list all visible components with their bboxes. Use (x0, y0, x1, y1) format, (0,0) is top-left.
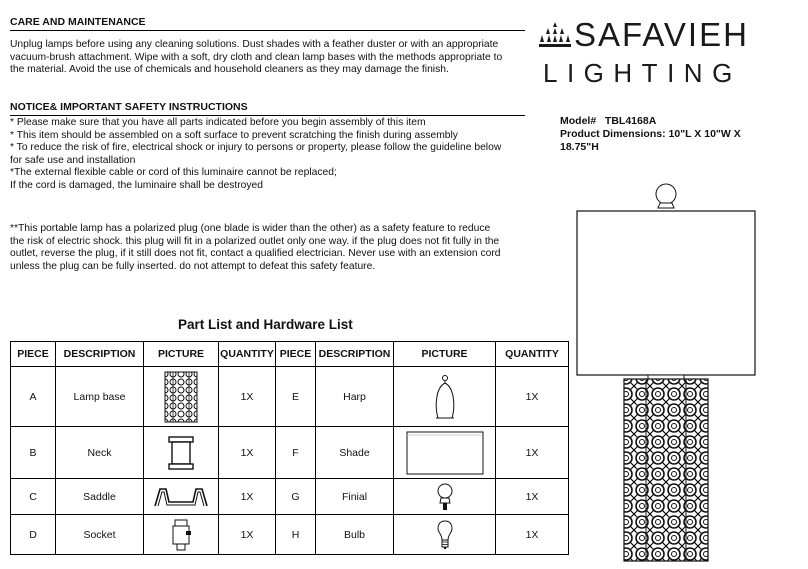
piece-cell: G (276, 479, 316, 515)
logo-brand: SAFAVIEH (574, 16, 749, 53)
header-description: DESCRIPTION (56, 342, 144, 367)
description-cell: Lamp base (56, 367, 144, 427)
notice-line: for safe use and installation (10, 154, 136, 166)
notice-rule (10, 115, 525, 116)
header-quantity: QUANTITY (219, 342, 276, 367)
parts-table-header (11, 342, 569, 367)
table-row (11, 427, 569, 479)
notice-line: If the cord is damaged, the luminaire shall be destroyed (10, 179, 263, 191)
polarized-line: unless the plug can be fully inserted. do not attempt to defeat this safety feature. (10, 260, 376, 272)
notice-line: * This item should be assembled on a soft surface to prevent scratching the finish during assembly (10, 129, 458, 141)
notice-title: NOTICE& IMPORTANT SAFETY INSTRUCTIONS (10, 101, 248, 113)
piece-cell: H (276, 515, 316, 555)
polarized-text (10, 223, 501, 273)
care-text (10, 39, 502, 77)
piece-cell: F (276, 427, 316, 479)
care-title: CARE AND MAINTENANCE (10, 16, 146, 28)
description-cell: Bulb (316, 515, 394, 555)
picture-cell (394, 367, 496, 427)
shade-icon (406, 431, 484, 475)
logo-sub: LIGHTING (543, 58, 742, 88)
description-cell: Socket (56, 515, 144, 555)
dimensions-line-1: Product Dimensions: 10"L X 10"W X (560, 128, 741, 140)
model-number: Model# TBL4168A (560, 115, 657, 127)
header-piece: PIECE (11, 342, 56, 367)
quantity-cell: 1X (219, 515, 276, 555)
table-row (11, 515, 569, 555)
quantity-cell: 1X (219, 367, 276, 427)
bulb-icon (435, 519, 455, 551)
quantity-cell: 1X (496, 515, 569, 555)
neck-icon (166, 435, 196, 471)
parts-table (10, 341, 569, 555)
saddle-icon (152, 484, 210, 510)
finial-icon (435, 482, 455, 512)
description-cell: Shade (316, 427, 394, 479)
safavieh-logo-icon (538, 22, 572, 52)
piece-cell: E (276, 367, 316, 427)
description-cell: Finial (316, 479, 394, 515)
quantity-cell: 1X (219, 479, 276, 515)
piece-cell: A (11, 367, 56, 427)
piece-cell: D (11, 515, 56, 555)
header-description: DESCRIPTION (316, 342, 394, 367)
picture-cell (394, 479, 496, 515)
care-rule (10, 30, 525, 31)
piece-cell: C (11, 479, 56, 515)
description-cell: Harp (316, 367, 394, 427)
harp-icon (433, 374, 457, 420)
socket-icon (170, 518, 192, 552)
table-row (11, 479, 569, 515)
care-line: the material. Avoid the use of chemicals and household cleaners as they may damage the finish. (10, 64, 449, 76)
header-quantity: QUANTITY (496, 342, 569, 367)
picture-cell (144, 427, 219, 479)
piece-cell: B (11, 427, 56, 479)
notice-text (10, 117, 501, 193)
quantity-cell: 1X (219, 427, 276, 479)
dimensions-line-2: 18.75"H (560, 141, 599, 153)
quantity-cell: 1X (496, 427, 569, 479)
description-cell: Saddle (56, 479, 144, 515)
quantity-cell: 1X (496, 479, 569, 515)
picture-cell (144, 515, 219, 555)
notice-line: * To reduce the risk of fire, electrical shock or injury to persons or property, please follow the guideline below (10, 142, 502, 154)
table-row (11, 367, 569, 427)
header-picture: PICTURE (144, 342, 219, 367)
picture-cell (394, 427, 496, 479)
care-line: vacuum-brush attachment. Wipe with a soft, dry cloth and clean lamp bases with the methods appropriate to (10, 51, 503, 63)
polarized-line: the risk of electric shock. this plug will fit in a polarized outlet only one way. if the plug does not fit fully in the (10, 235, 500, 247)
picture-cell (394, 515, 496, 555)
notice-line: * Please make sure that you have all parts indicated before you begin assembly of this item (10, 117, 426, 128)
quantity-cell: 1X (496, 367, 569, 427)
header-piece: PIECE (276, 342, 316, 367)
product-info (560, 115, 741, 154)
picture-cell (144, 367, 219, 427)
lamp-drawing-icon (570, 178, 780, 563)
header-picture: PICTURE (394, 342, 496, 367)
polarized-line: **This portable lamp has a polarized plug (one blade is wider than the other) as a safety feature to reduce (10, 223, 491, 234)
description-cell: Neck (56, 427, 144, 479)
lamp-base-icon (161, 370, 201, 424)
picture-cell (144, 479, 219, 515)
parts-list-title: Part List and Hardware List (178, 317, 353, 332)
polarized-line: outlet, reverse the plug, if it still does not fit, contact a qualified electrician. Never use with an extension cord (10, 248, 501, 260)
notice-line: *The external flexible cable or cord of this luminaire cannot be replaced; (10, 167, 337, 179)
care-line: Unplug lamps before using any cleaning solutions. Dust shades with a feather duster or with an appropriate (10, 39, 499, 50)
